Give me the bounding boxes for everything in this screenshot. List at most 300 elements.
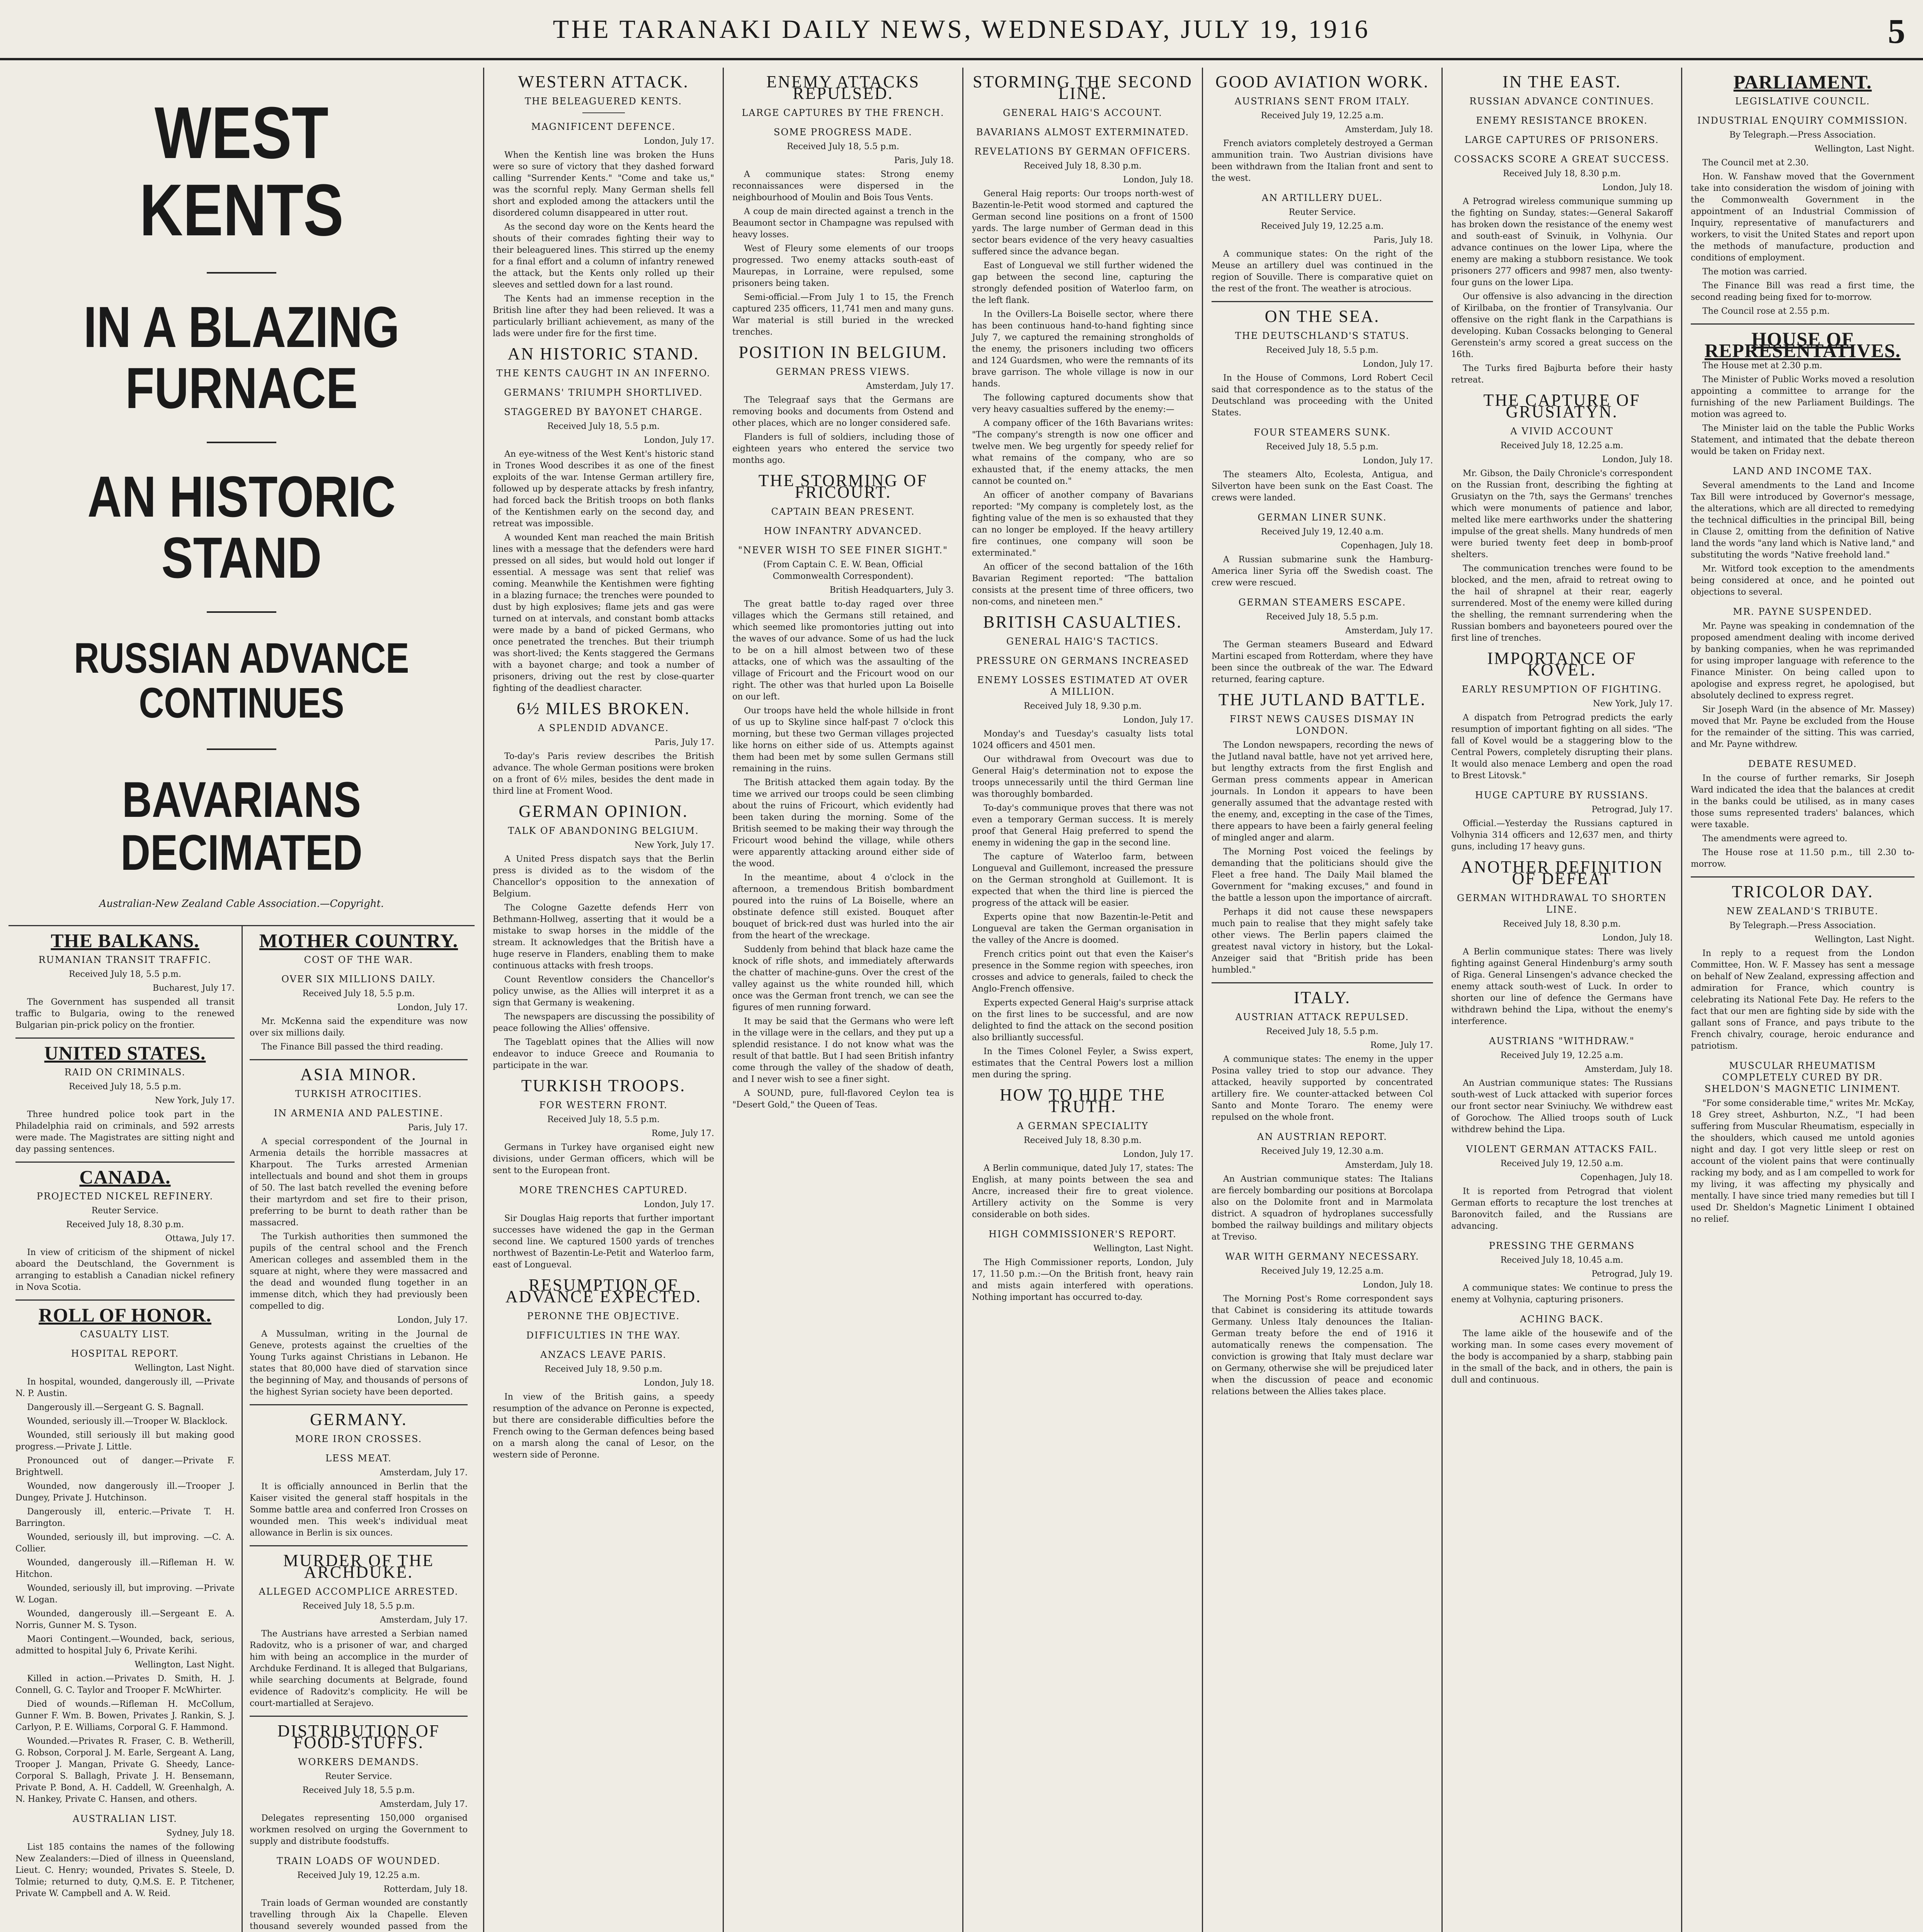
subheading: THE KENTS CAUGHT IN AN INFERNO. — [496, 368, 711, 379]
article-text: In the Times Colonel Feyler, a Swiss expert, estimates that the Central Powers lost a million men during the spring. — [972, 1047, 1193, 1080]
article-text: List 185 contains the names of the following New Zealanders:—Died of illness in Queensland, Lieut. C. Henry; wounded, Privates S. Steele, D. Tolmie; returned to duty, Q.M.S. E. P. Titchener, Private W. Campbell and A. W. Reid. — [15, 1842, 235, 1898]
article-text: The Telegraaf says that the Germans are removing books and documents from Ostend and other places, which are no longer considered safe. — [732, 395, 954, 428]
dateline: Paris, July 17. — [654, 738, 714, 747]
article-text: An officer of the second battalion of the 16th Bavarian Regiment reported: "The battalion consists at the present time of three officers, two non-coms, and nineteen men." — [972, 562, 1193, 607]
received-line: Received July 19, 12.25 a.m. — [297, 1871, 420, 1880]
dateline: London, July 17. — [1123, 1150, 1193, 1159]
article-text: Wounded, seriously ill, but improving. —C. A. Collier. — [15, 1532, 235, 1554]
dateline: London, July 18. — [1602, 183, 1673, 192]
article-text: The House rose at 11.50 p.m., till 2.30 to-morrow. — [1691, 847, 1914, 878]
subheading: ALLEGED ACCOMPLICE ARRESTED. — [259, 1586, 459, 1597]
dateline: Paris, July 17. — [408, 1123, 468, 1133]
section-heading: BRITISH CASUALTIES. — [983, 612, 1182, 631]
section-heading: CANADA. — [79, 1166, 171, 1188]
dateline: Bucharest, July 17. — [152, 983, 235, 993]
dateline: Paris, July 18. — [894, 156, 954, 165]
received-line: Received July 18, 8.30 p.m. — [1024, 161, 1142, 171]
dateline: London, July 17. — [1363, 456, 1433, 466]
dateline: London, July 17. — [397, 1315, 468, 1325]
article-text: A wounded Kent man reached the main British lines with a message that the defenders were hard pressed on all sides, but would hold out longer if essential. A message was sent that relief was coming. Meanwhile the Kentishmen were fighting in a blazing furnace; the trenches were pounded to dust by high explosives; flame jets and gas were turned on at intervals, and constant bomb attacks were made by a band of picked Germans, who once penetrated the trenches. But their triumph was short-lived; the Kents staggered the Germans with a bayonet charge; and took a number of prisoners, driving out the rest by close-quarter fighting of the deadliest character. — [493, 533, 714, 693]
subheading: COSSACKS SCORE A GREAT SUCCESS. — [1454, 154, 1670, 165]
subheading: RAID ON CRIMINALS. — [64, 1067, 186, 1078]
dateline: Copenhagen, July 18. — [1580, 1173, 1673, 1182]
article-text: A communique states: Strong enemy reconnaissances were dispersed in the neighbourhood of Moulin and Bois Tous Vents. — [732, 170, 954, 202]
subheading: INDUSTRIAL ENQUIRY COMMISSION. — [1697, 115, 1908, 126]
advertisement-text: A SOUND, pure, full-flavored Ceylon tea is "Desert Gold," the Queen of Teas. — [732, 1088, 954, 1110]
divider — [207, 611, 276, 613]
subheading: BAVARIANS ALMOST EXTERMINATED. — [976, 127, 1190, 138]
article-text: Wounded, dangerously ill.—Sergeant E. A. Norris, Gunner M. S. Tyson. — [15, 1609, 235, 1630]
article-text: Wounded, seriously ill.—Trooper W. Blacklock. — [27, 1417, 228, 1426]
received-line: Received July 18, 9.30 p.m. — [1024, 701, 1142, 711]
dateline: Wellington, Last Night. — [1814, 144, 1914, 154]
subcolumn-right — [242, 926, 475, 1932]
subheading: ENEMY LOSSES ESTIMATED AT OVER A MILLION. — [977, 675, 1188, 697]
section-heading: ITALY. — [1293, 988, 1351, 1007]
dateline: Petrograd, July 19. — [1591, 1269, 1673, 1279]
subheading: GERMAN WITHDRAWAL TO SHORTEN LINE. — [1457, 893, 1667, 915]
dateline: Amsterdam, July 17. — [380, 1799, 468, 1809]
dateline: Amsterdam, July 17. — [866, 381, 954, 391]
dateline: Wellington, Last Night. — [134, 1363, 235, 1373]
article-text: Dangerously ill, enteric.—Private T. H. Barrington. — [15, 1507, 235, 1528]
article-text: It is officially announced in Berlin that the Kaiser visited the general staff hospitals in the Somme battle area and conferred Iron Crosses on wounded men. This week's individual meat allowance in Berlin is six ounces. — [250, 1481, 468, 1546]
article-text: An Austrian communique states: The Italians are fiercely bombarding our positions at Borcolapa also on the Dolomite front and in Marmolata district. A squadron of hydroplanes successfully bombed the railway buildings and military objects at Treviso. — [1212, 1174, 1433, 1242]
dateline: Ottawa, July 17. — [165, 1234, 235, 1243]
source-credit: (From Captain C. E. W. Bean, Official Commonwealth Correspondent). — [763, 560, 923, 581]
received-line: Received July 18, 5.5 p.m. — [69, 1082, 181, 1092]
article-text: The Finance Bill passed the third reading. — [250, 1041, 468, 1060]
subheading: AN ARTILLERY DUEL. — [1261, 192, 1383, 203]
dateline: Wellington, Last Night. — [134, 1660, 235, 1670]
received-line: Received July 18, 5.5 p.m. — [1266, 442, 1378, 452]
received-line: Received July 18, 5.5 p.m. — [1266, 612, 1378, 622]
subheading: GERMAN STEAMERS ESCAPE. — [1238, 597, 1406, 608]
article-text: The steamers Alto, Ecolesta, Antigua, and Silverton have been sunk on the East Coast. The crews were landed. — [1212, 470, 1433, 503]
subheading: A SPLENDID ADVANCE. — [538, 723, 669, 733]
subheading: AUSTRIANS "WITHDRAW." — [1489, 1036, 1635, 1046]
article-text: The House met at 2.30 p.m. — [1702, 361, 1823, 371]
received-line: Received July 19, 12.30 a.m. — [1261, 1146, 1384, 1156]
article-text: Train loads of German wounded are constantly travelling through Aix la Chapelle. Eleven thousand severely wounded passed from the — [250, 1898, 468, 1931]
received-line: Received July 18, 5.5 p.m. — [547, 422, 660, 431]
article-text: Flanders is full of soldiers, including those of eighteen years who entered the service two months ago. — [732, 432, 954, 465]
article-text: Wounded, dangerously ill.—Rifleman H. W. Hitchon. — [15, 1558, 235, 1579]
subheading: CAPTAIN BEAN PRESENT. — [771, 506, 915, 517]
subheading: GENERAL HAIG'S TACTICS. — [1006, 636, 1159, 647]
article-text: The Minister laid on the table the Public Works Statement, and intimated that the debate thereon would be taken on Friday next. — [1691, 423, 1914, 456]
section-heading: TURKISH TROOPS. — [521, 1076, 686, 1095]
subheading: HOSPITAL REPORT. — [71, 1348, 179, 1359]
subheading: THE BELEAGUERED KENTS. — [524, 96, 682, 107]
article-text: East of Longueval we still further widened the gap between the second line, capturing the strongly defended position of Waterloo farm, on the left flank. — [972, 261, 1193, 305]
article-text: Mr. Payne was speaking in condemnation of the proposed amendment dealing with income derived by banking companies, when he was reprimanded for using improper language with reference to the Finance Minister. On being called upon to apologise and express regret, he apologised, but absolutely declined to express regret. — [1691, 621, 1914, 701]
article-text: To-day's communique proves that there was not even a temporary German success. It is merely proof that General Haig preferred to spend the enemy in widening the gap in the second line. — [972, 803, 1193, 848]
article-text: In the meantime, about 4 o'clock in the afternoon, a tremendous British bombardment poured into the ruins of La Boiselle, where an obstinate defence still existed. Bouquet after bouquet of brick-red dust was hurled into the air from the heart of the wreckage. — [732, 873, 954, 940]
article-text: The capture of Waterloo farm, between Longueval and Guillemont, increased the pressure on the German stronghold at Guillemont. It is expected that when the third line is pierced the progress of the attack will be easier. — [972, 852, 1193, 908]
subheading: ENEMY RESISTANCE BROKEN. — [1476, 115, 1648, 126]
subheading: MORE IRON CROSSES. — [295, 1434, 422, 1444]
received-line: Received July 18, 8.30 p.m. — [1024, 1136, 1142, 1145]
subheading: A VIVID ACCOUNT — [1510, 426, 1613, 437]
subheading: PRESSURE ON GERMANS INCREASED — [976, 655, 1189, 666]
dateline: Sydney, July 18. — [166, 1828, 235, 1838]
dateline: London, July 18. — [1602, 455, 1673, 464]
article-text: Experts opine that now Bazentin-le-Petit and Longueval are taken the German organisation in the valley of the Ancre is doomed. — [972, 912, 1193, 945]
article-text: A Russian submarine sunk the Hamburg-America liner Syria off the Swedish coast. The crew were rescued. — [1212, 555, 1433, 588]
dateline: London, July 17. — [644, 1200, 714, 1209]
received-line: Received July 18, 10.45 a.m. — [1500, 1255, 1623, 1265]
article-text: A Petrograd wireless communique summing up the fighting on Sunday, states:—General Sakaroff has broken down the resistance of the enemy west and south-east of Svinuik, in Volhynia. Our advance continues on the lower Lipa, where the enemy are making a stubborn resistance. We took prisoners 277 officers and 9987 men, also twenty-four guns on the lower Lipa. — [1451, 197, 1673, 287]
dateline: Wellington, Last Night. — [1814, 935, 1914, 944]
article-text: Sir Joseph Ward (in the absence of Mr. Massey) moved that Mr. Payne be excluded from the House for the remainder of the sitting. This was carried, and Mr. Payne withdrew. — [1691, 705, 1914, 749]
article-text: Wounded, seriously ill, but improving. —Private W. Logan. — [15, 1583, 235, 1605]
article-text: Our withdrawal from Ovecourt was due to General Haig's determination not to expose the troops unnecessarily until the third German line was thoroughly bombarded. — [972, 755, 1193, 799]
article-text: Mr. Gibson, the Daily Chronicle's correspondent on the Russian front, describing the fighting at Grusiatyn on the 7th, says the Germans' trenches which were monuments of patience and labor, melted like mere earthworks under the shattering impulse of the great shells. Many hundreds of men were buried twenty feet deep in bomb-proof shelters. — [1451, 469, 1673, 560]
section-heading: 6½ MILES BROKEN. — [517, 699, 690, 718]
subheading: STAGGERED BY BAYONET CHARGE. — [504, 406, 703, 417]
subheading: GERMAN PRESS VIEWS. — [776, 366, 910, 377]
section-heading: POSITION IN BELGIUM. — [739, 343, 948, 362]
subheading: LESS MEAT. — [325, 1453, 392, 1464]
article-text: A special correspondent of the Journal in Armenia details the horrible massacres at Kharpout. The Turks arrested Armenian intellectuals and bound and shot them in groups of 50. The last batch revelled the evening before their martyrdom and set fire to their prison, preferring to be burnt to death rather than be massacred. — [250, 1137, 468, 1228]
section-heading: THE JUTLAND BATTLE. — [1218, 690, 1426, 709]
section-heading: STORMING THE SECOND LINE. — [973, 72, 1193, 103]
dateline: London, July 18. — [1602, 933, 1673, 943]
subheading: VIOLENT GERMAN ATTACKS FAIL. — [1466, 1144, 1658, 1155]
article-text: Killed in action.—Privates D. Smith, H. J. Connell, G. C. Taylor and Trooper F. McWhirter. — [15, 1674, 235, 1695]
section-heading: ON THE SEA. — [1264, 307, 1380, 326]
article-text: The German steamers Buseard and Edward Martini escaped from Rotterdam, where they have been since the outbreak of the war. The Edward returned, fearing capture. — [1212, 640, 1433, 684]
subheading: IN ARMENIA AND PALESTINE. — [274, 1108, 444, 1119]
subheading: AUSTRIANS SENT FROM ITALY. — [1234, 96, 1410, 107]
article-text: The Austrians have arrested a Serbian named Radovitz, who is a prisoner of war, and charged him with being an accomplice in the murder of Archduke Ferdinand. It is alleged that Bulgarians, while searching documents at Belgrade, found evidence of Radovitz's complicity. He will be court-martialled at Serajevo. — [250, 1628, 468, 1717]
dateline: British Headquarters, July 3. — [829, 585, 954, 595]
article-text: Several amendments to the Land and Income Tax Bill were introduced by Governor's message, the alterations, which are all directed to remedying the technical difficulties in the principal Bill, being in Clause 2, omitting from the definition of Native land the words "any land which is Native land," and substituting the words "Native freehold land." — [1691, 481, 1915, 560]
article-text: The High Commissioner reports, London, July 17, 11.50 p.m.:—On the British front, heavy rain and mists again interfered with operations. Nothing important has occurred to-day. — [972, 1258, 1193, 1302]
received-line: Received July 18, 8.30 p.m. — [1503, 169, 1621, 179]
section-heading: ROLL OF HONOR. — [39, 1304, 211, 1326]
dateline: Amsterdam, July 18. — [1585, 1065, 1673, 1074]
section-heading: DISTRIBUTION OF FOOD-STUFFS. — [277, 1721, 440, 1752]
dateline: Rome, July 17. — [651, 1129, 714, 1138]
masthead — [0, 0, 1923, 60]
received-line: Received July 19, 12.25 a.m. — [1500, 1051, 1623, 1060]
article-text: Three hundred police took part in the Philadelphia raid on criminals, and 592 arrests were made. The Magistrates are sitting night and day passing sentences. — [15, 1109, 235, 1163]
article-text: In the House of Commons, Lord Robert Cecil said that correspondence as to the status of the Deutschland was proceeding with the United States. — [1212, 373, 1433, 418]
subheading: LARGE CAPTURES OF PRISONERS. — [1465, 134, 1659, 145]
dateline: Paris, July 18. — [1373, 235, 1433, 245]
section-heading: WESTERN ATTACK. — [518, 72, 689, 91]
article-text: The Turkish authorities then summoned the pupils of the central school and the French American colleges and assembled them in the square at night, where they were massacred and the dead and wounded flung together in an immense ditch, which they had previously been compelled to dig. — [250, 1232, 468, 1311]
article-text: An Austrian communique states: The Russians south-west of Luck attacked with superior forces our front sector near Sviniuchy. We withdrew east of Gorochow. The Allied troops south of Luck withdrew behind the Lipa. — [1451, 1078, 1673, 1134]
column-western-attack — [483, 68, 723, 1932]
dateline: London, July 17. — [644, 136, 714, 146]
article-text: The Morning Post voiced the feelings by demanding that the politicians should give the Fleet a free hand. The Daily Mail blamed the Government for "making excuses," and found in the battle a lesson upon the importance of aircraft. — [1212, 847, 1433, 903]
article-text: A Mussulman, writing in the Journal de Geneve, protests against the cruelties of the Young Turks against Christians in Lebanon. He states that 80,000 have died of starvation since the beginning of May, and thousands of persons of the highest Syrian society have been deported. — [250, 1328, 468, 1405]
article-text: Semi-official.—From July 1 to 15, the French captured 235 officers, 11,741 men and many guns. War material is still buried in the wrecked trenches. — [732, 293, 954, 337]
divider — [207, 442, 276, 443]
headline-historic-stand: AN HISTORIC STAND — [87, 464, 396, 590]
article-text: The amendments were agreed to. — [1702, 834, 1848, 844]
article-text: The London newspapers, recording the news of the Jutland naval battle, have not yet arrived here, but lengthy extracts from the first English and German press comments appear in American journals. In London it appears to have been generally assumed that the advantage rested with the enemy, and, excepting in the case of the Times, there appears to have been a fairly general feeling of mingled anger and alarm. — [1212, 740, 1433, 843]
subheading: HOW INFANTRY ADVANCED. — [764, 526, 922, 536]
received-line: Received July 19, 12.25 a.m. — [1261, 221, 1384, 231]
received-line: Received July 19, 12.25 a.m. — [1261, 111, 1384, 121]
article-text: Mr. McKenna said the expenditure was now over six millions daily. — [250, 1017, 468, 1038]
subheading: SOME PROGRESS MADE. — [774, 127, 912, 138]
section-heading: IN THE EAST. — [1503, 72, 1621, 91]
article-text: The following captured documents show that very heavy casualties suffered by the enemy:— — [972, 393, 1193, 414]
subheading: DEBATE RESUMED. — [1748, 759, 1857, 769]
article-text: The Cologne Gazette defends Herr von Bethmann-Hollweg, asserting that it would be a mistake to swap horses in the middle of the stream. It acknowledges that the British have a huge reserve in Flanders, enabling them to make continuous attacks with fresh troops. — [493, 903, 714, 971]
section-heading: IMPORTANCE OF KOVEL. — [1487, 649, 1637, 679]
subheading: "NEVER WISH TO SEE FINER SIGHT." — [738, 545, 948, 556]
dateline: Amsterdam, July 17. — [380, 1615, 468, 1625]
subcolumn-left — [9, 926, 242, 1932]
article-text: In reply to a request from the London Committee, Hon. W. F. Massey has sent a message on behalf of New Zealand, expressing affection and admiration for France, which country is celebrating its National Fete Day. He refers to the fact that our men are fighting side by side with the gallant sons of France, and pays tribute to the French chivalry, courage, heroic endurance and patriotism. — [1691, 949, 1914, 1051]
article-text: In the course of further remarks, Sir Joseph Ward indicated the idea that the balances at credit in the banks could be utilised, as in many cases those sums represented traders' balances, which were taxable. — [1691, 774, 1914, 830]
subheading: MAGNIFICENT DEFENCE. — [531, 121, 676, 132]
section-heading: AN HISTORIC STAND. — [507, 344, 699, 363]
received-line: Received July 19, 12.50 a.m. — [1500, 1159, 1623, 1168]
subheading: GERMAN LINER SUNK. — [1258, 512, 1387, 523]
divider — [582, 112, 625, 113]
article-text: A coup de main directed against a trench in the Beaumont sector in Champagne was repulsed with heavy losses. — [732, 207, 954, 240]
received-line: Received July 18, 5.5 p.m. — [1266, 345, 1378, 355]
subheading: LEGISLATIVE COUNCIL. — [1735, 96, 1870, 107]
service-line: Reuter Service. — [91, 1206, 159, 1216]
received-line: Received July 19, 12.25 a.m. — [1261, 1266, 1384, 1276]
front-subcolumns — [9, 925, 475, 1932]
subheading: MR. PAYNE SUSPENDED. — [1733, 606, 1872, 617]
article-text: The great battle to-day raged over three villages which the Germans still retained, and which seemed like promontories jutting out into the waves of our advance. Some of us had the luck to be on a hill almost between two of these attacks, one of which was the assaulting of the village of Fricourt and the Fricourt wood on our right. The other was that hurled upon La Boiselle on our left. — [732, 599, 954, 702]
article-text: It may be said that the Germans who were left in the village were in the cellars, and they put up a splendid resistance. I do not know what was the result of that battle. But I had seen British infantry come through the valley of the shadow of death, and I never wish to see a finer sight. — [732, 1017, 954, 1084]
subheading: LAND AND INCOME TAX. — [1732, 466, 1873, 476]
article-text: In view of the British gains, a speedy resumption of the advance on Peronne is expected, but there are considerable difficulties before the French owing to the German defences being based on a marsh along the canal of Lesor, on the western side of Peronne. — [493, 1392, 714, 1460]
article-text: A communique states: On the right of the Meuse an artillery duel was continued in the region of Souville. There is comparative quiet on the rest of the front. The weather is atrocious. — [1212, 248, 1433, 302]
page-number: 5 — [1888, 12, 1908, 51]
section-heading: THE CAPTURE OF GRUSIATYN. — [1483, 391, 1641, 421]
section-heading: TRICOLOR DAY. — [1732, 882, 1874, 901]
article-text: A Berlin communique states: There was lively fighting against General Hindenburg's army south of Riga. General Linsengen's advance checked the enemy attack south-west of Luck. In order to shorten our line of defence the Germans have withdrawn behind the Lipa, without the enemy's interference. — [1451, 947, 1673, 1026]
divider — [207, 272, 276, 274]
article-text: The newspapers are discussing the possibility of peace following the Allies' offensive. — [493, 1012, 714, 1033]
received-line: Received July 18, 8.30 p.m. — [1503, 919, 1621, 929]
article-text: The Kents had an immense reception in the British line after they had been relieved. It was a particularly brilliant achievement, as many of the lads were under fire for the first time. — [493, 294, 714, 338]
column-parliament — [1681, 68, 1923, 1932]
dateline: London, July 17. — [1123, 715, 1193, 725]
subheading: PROJECTED NICKEL REFINERY. — [36, 1191, 214, 1202]
received-line: Received July 18, 5.5 p.m. — [69, 969, 181, 979]
article-text: Experts expected General Haig's surprise attack on the first lines to be successful, and are now delighted to find the attack on the second position also brilliantly successful. — [972, 998, 1193, 1043]
subheading: THE DEUTSCHLAND'S STATUS. — [1235, 330, 1410, 341]
subheading: GENERAL HAIG'S ACCOUNT. — [1003, 107, 1162, 118]
article-text: The British attacked them again today. By the time we arrived our troops could be seen climbing about the ruins of Fricourt, which evidently had been taken during the morning. Some of the British seemed to be making their way through the Fricourt wood behind the village, while others were apparently attacking around either side of the wood. — [732, 778, 954, 869]
received-line: Received July 18, 8.30 p.m. — [66, 1220, 184, 1230]
article-text: The Tageblatt opines that the Allies will now endeavor to induce Greece and Roumania to participate in the war. — [493, 1037, 714, 1070]
article-text: The motion was carried. — [1702, 267, 1807, 277]
received-line: Received July 18, 12.25 a.m. — [1500, 441, 1623, 451]
section-heading: ANOTHER DEFINITION OF DEFEAT — [1460, 857, 1663, 888]
article-text: As the second day wore on the Kents heard the shouts of their comrades fighting their way to their beleaguered lines. This stirred up the enemy for a final effort and a column of infantry renewed the attack, but the Kents only rolled up their sleeves and settled down for a last round. — [493, 222, 714, 290]
received-line: Received July 18, 5.5 p.m. — [547, 1115, 660, 1124]
section-heading: MOTHER COUNTRY. — [259, 930, 458, 951]
article-text: Suddenly from behind that black haze came the knock of rifle shots, and immediately afterwards the chatter of machine-guns. Over the crest of the valley against us the white rounded hill, which once was the German front trench, we can see the figures of men running forward. — [732, 945, 954, 1012]
article-text: The Minister of Public Works moved a resolution appointing a committee to arrange for the furnishing of the new Parliament Buildings. The motion was agreed to. — [1691, 375, 1914, 419]
article-text: Died of wounds.—Rifleman H. McCollum, Gunner F. Wm. B. Bowen, Privates J. Rankin, S. J. Carlyon, P. E. Williams, Corporal G. F. Hammond. — [15, 1699, 235, 1732]
article-text: The Morning Post's Rome correspondent says that Cabinet is considering its attitude towards Germany. Unless Italy denounces the Italian-German treaty before the end of 1916 it automatically renews the compensation. The conviction is growing that Italy must declare war on Germany, otherwise she will be prejudiced later when the discussion of peace and economic relations between the Allies takes place. — [1212, 1294, 1433, 1396]
article-text: Delegates representing 150,000 organised workmen resolved on urging the Government to supply and distribute foodstuffs. — [250, 1813, 468, 1846]
subheading: OVER SIX MILLIONS DAILY. — [281, 974, 436, 985]
article-text: The Finance Bill was read a first time, the second reading being fixed for to-morrow. — [1691, 281, 1914, 302]
service-line: Reuter Service. — [325, 1772, 392, 1781]
article-text: Wounded.—Privates R. Fraser, C. B. Wetherill, G. Robson, Corporal J. M. Earle, Sergeant A. Lang, Trooper J. Mangan, Private G. Sheedy, Lance-Corporal S. Ballagh, Private J. H. Bensemann, Private P. Bond, A. H. Caddell, W. Greenhalgh, A. N. Hankey, Private C. Hansen, and others. — [15, 1736, 235, 1804]
dateline: London, July 18. — [644, 1378, 714, 1388]
column-in-the-east — [1441, 68, 1681, 1932]
subheading: HIGH COMMISSIONER'S REPORT. — [989, 1229, 1177, 1240]
headline-russian-advance: RUSSIAN ADVANCE CONTINUES — [74, 634, 409, 727]
headline-bavarians: BAVARIANS DECIMATED — [121, 771, 362, 881]
headline-blazing-furnace: IN A BLAZING FURNACE — [83, 294, 400, 420]
article-text: A Berlin communique, dated July 17, states: The English, at many points between the sea and Ancre, increased their fire to great violence. Artillery activity on the Somme is very considerable on both sides. — [972, 1163, 1193, 1219]
headline-west-kents: WEST KENTS — [139, 92, 344, 251]
dateline: London, July 17. — [644, 435, 714, 445]
article-text: In view of criticism of the shipment of nickel aboard the Deutschland, the Government is arranging to establish a Canadian nickel refinery in Nova Scotia. — [15, 1247, 235, 1301]
article-text: In hospital, wounded, dangerously ill, —Private N. P. Austin. — [15, 1377, 235, 1398]
subheading: AUSTRIAN ATTACK REPULSED. — [1235, 1012, 1409, 1022]
subheading: DIFFICULTIES IN THE WAY. — [526, 1330, 681, 1341]
section-heading: HOUSE OF REPRESENTATIVES. — [1704, 328, 1901, 361]
article-text: The communication trenches were found to be blocked, and the men, afraid to retreat owing to the hail of shrapnel at their rear, eagerly surrendered. Most of the enemy were killed during the shelling, the remnant surrendering when the Russian bombers and bayoneteers poured over the first line of trenches. — [1451, 564, 1673, 643]
article-text: Germans in Turkey have organised eight new divisions, under German officers, which will be sent to the European front. — [493, 1143, 714, 1175]
advertisement-text: "For some considerable time," writes Mr. McKay, 18 Grey street, Ashburton, N.Z., "I had been suffering from Muscular Rheumatism, especially in the shoulders, which caused me untold agonies night and day. I got very little sleep or rest on account of the violent pains that were continually racking my body, and as I am compelled to work for my living, it was affecting my physically and mentally. I have since tried many remedies but till I used Dr. Sheldon's Magnetic Liniment I obtained no relief. — [1691, 1099, 1914, 1224]
subheading: FIRST NEWS CAUSES DISMAY IN LONDON. — [1229, 714, 1415, 736]
article-text: Dangerously ill.—Sergeant G. S. Bagnall. — [27, 1403, 204, 1412]
subheading: GERMANS' TRIUMPH SHORTLIVED. — [504, 387, 703, 398]
article-text: West of Fleury some elements of our troops progressed. Two enemy attacks south-east of Maurepas, in Lorraine, were repulsed, some prisoners being taken. — [732, 244, 954, 288]
dateline: New York, July 17. — [155, 1096, 235, 1105]
subheading: TALK OF ABANDONING BELGIUM. — [508, 825, 699, 836]
section-heading: GERMAN OPINION. — [519, 802, 688, 821]
subheading: FOR WESTERN FRONT. — [539, 1100, 668, 1111]
article-text: Count Reventlow considers the Chancellor's policy unwise, as the Allies will interpret it as a sign that Germany is weakening. — [493, 975, 714, 1008]
article-text: An officer of another company of Bavarians reported: "My company is completely lost, as the fighting value of the men is so exhausted that they can no longer be employed. If the heavy artillery fire continues, one company will soon be exterminated." — [972, 490, 1193, 558]
article-text: Sir Douglas Haig reports that further important successes have widened the gap in the German second line. We captured 1500 yards of trenches northwest of Bazentin-Le-Petit and Waterloo farm, east of Longueval. — [493, 1214, 714, 1270]
article-text: Monday's and Tuesday's casualty lists total 1024 officers and 4501 men. — [972, 729, 1193, 750]
dateline: Wellington, Last Night. — [1093, 1244, 1193, 1253]
cable-credit: Australian-New Zealand Cable Association.—Copyright. — [99, 898, 384, 910]
received-line: Received July 18, 5.5 p.m. — [787, 142, 899, 151]
article-text: When the Kentish line was broken the Huns were so sure of victory that they dashed forward calling "Surrender Kents." "Come and take us," was the scornful reply. Many German shells fell short and exploded among the attackers until the disordered column disappeared in utter rout. — [493, 150, 714, 218]
subheading: NEW ZEALAND'S TRIBUTE. — [1726, 906, 1879, 917]
article-text: A communique states: We continue to press the enemy at Volhynia, capturing prisoners. — [1451, 1283, 1673, 1304]
masthead-title: THE TARANAKI DAILY NEWS, WEDNESDAY, JULY 19, 1916 — [553, 14, 1370, 44]
article-text: The Council met at 2.30. — [1702, 158, 1809, 168]
subheading: COST OF THE WAR. — [304, 954, 414, 965]
dateline: Amsterdam, July 18. — [1345, 1160, 1433, 1170]
received-line: Received July 18, 9.50 p.m. — [545, 1364, 662, 1374]
article-text: Pronounced out of danger.—Private F. Brightwell. — [15, 1456, 235, 1477]
article-text: Maori Contingent.—Wounded, back, serious, admitted to hospital July 6, Private Kerihi. — [15, 1634, 235, 1656]
subheading: MORE TRENCHES CAPTURED. — [519, 1185, 688, 1196]
dateline: Petrograd, July 17. — [1591, 805, 1673, 815]
article-text: French aviators completely destroyed a German ammunition train. Two Austrian divisions have been withdrawn from the Italian front and sent to the west. — [1212, 139, 1433, 183]
section-heading: THE STORMING OF FRICOURT. — [758, 471, 928, 502]
article-text: Our troops have held the whole hillside in front of us up to Skyline since half-past 7 o'clock this morning, but these two German villages projected like horns on either side of us. Attempts against them had been met by some sullen Germans still remaining in the ruins. — [732, 706, 954, 774]
subheading: EARLY RESUMPTION OF FIGHTING. — [1462, 684, 1662, 695]
section-heading: UNITED STATES. — [44, 1042, 206, 1064]
dateline: Amsterdam, July 18. — [1345, 125, 1433, 134]
article-text: French critics point out that even the Kaiser's presence in the Somme region with speeches, iron crosses and advice to generals, failed to check the Anglo-French offensive. — [972, 949, 1193, 994]
article-text: Wounded, now dangerously ill.—Trooper J. Dungey, Private J. Hutchinson. — [15, 1481, 235, 1503]
front-column — [0, 68, 483, 1932]
service-line: Reuter Service. — [1288, 207, 1356, 217]
section-heading: PARLIAMENT. — [1733, 71, 1872, 93]
subheading: CASUALTY LIST. — [80, 1329, 170, 1340]
subheading: MUSCULAR RHEUMATISM COMPLETELY CURED BY DR. SHELDON'S MAGNETIC LINIMENT. — [1704, 1060, 1901, 1094]
received-line: Received July 18, 5.5 p.m. — [1266, 1027, 1378, 1036]
article-text: The Council rose at 2.55 p.m. — [1691, 306, 1914, 325]
divider — [207, 748, 276, 750]
dateline: Amsterdam, July 17. — [1345, 626, 1433, 636]
subheading: PERONNE THE OBJECTIVE. — [527, 1311, 680, 1321]
received-line: Received July 18, 5.5 p.m. — [302, 1601, 415, 1611]
article-text: Perhaps it did not cause these newspapers much pain to realise that they might safely take other views. The Berlin papers claimed the greatest naval victory in history, but the Lokal-Anzeiger said that "British pride has been humbled." — [1212, 906, 1433, 983]
dateline: London, July 18. — [1123, 175, 1193, 185]
received-line: Received July 18, 5.5 p.m. — [302, 1786, 415, 1795]
column-aviation-sea — [1202, 68, 1441, 1932]
column-storming — [962, 68, 1202, 1932]
subheading: RUMANIAN TRANSIT TRAFFIC. — [38, 954, 212, 965]
subheading: AN AUSTRIAN REPORT. — [1257, 1131, 1387, 1142]
dateline: New York, July 17. — [1593, 699, 1673, 709]
article-text: In the Ovillers-La Boiselle sector, where there has been continuous hand-to-hand fighting since July 7, we captured the remaining strongholds of the enemy, the prisoners including two officers and 124 Guardsmen, who were the remnants of its brave garrison. The whole village is now in our hands. — [972, 310, 1193, 389]
subheading: TRAIN LOADS OF WOUNDED. — [276, 1855, 441, 1866]
article-text: Mr. Witford took exception to the amendments being considered at once, and he pointed out objections to several. — [1691, 564, 1914, 597]
article-text: A United Press dispatch says that the Berlin press is divided as to the wisdom of the Chancellor's opposition to the annexation of Belgium. — [493, 854, 714, 899]
subheading: REVELATIONS BY GERMAN OFFICERS. — [974, 146, 1191, 157]
dateline: London, July 17. — [397, 1003, 468, 1012]
dateline: Amsterdam, July 17. — [380, 1468, 468, 1478]
subheading: ANZACS LEAVE PARIS. — [540, 1349, 667, 1360]
article-text: Official.—Yesterday the Russians captured in Volhynia 314 officers and 12,637 men, and thirty guns, including 17 heavy guns. — [1451, 819, 1673, 852]
section-heading: RESUMPTION OF ADVANCE EXPECTED. — [505, 1276, 702, 1306]
dateline: Rome, July 17. — [1370, 1041, 1433, 1050]
advertisement-text: The lame aikle of the housewife and of the working man. In some cases every movement of the body is accompanied by a sharp, stabbing pain in the small of the back, and in others, the pain is dull and continuous. — [1451, 1329, 1673, 1385]
byline: By Telegraph.—Press Association. — [1729, 130, 1876, 140]
section-heading: THE BALKANS. — [51, 930, 199, 951]
article-text: A dispatch from Petrograd predicts the early resumption of important fighting on all sides. "The fall of Kovel would be a staggering blow to the Central Powers, completely disrupting their plans. It would also menace Lemberg and open the road to Brest Litovsk." — [1451, 713, 1673, 781]
article-text: The Government has suspended all transit traffic to Bulgaria, owing to the renewed Bulgarian pin-prick policy on the frontier. — [15, 997, 235, 1039]
section-heading: HOW TO HIDE THE TRUTH. — [999, 1085, 1166, 1116]
article-text: To-day's Paris review describes the British advance. The whole German positions were broken on a front of 6½ miles, besides the dent made in third line at Froment Wood. — [493, 752, 714, 796]
section-heading: ASIA MINOR. — [300, 1065, 417, 1084]
section-heading: MURDER OF THE ARCHDUKE. — [283, 1551, 434, 1582]
article-text: Wounded, still seriously ill but making good progress.—Private J. Little. — [15, 1430, 235, 1452]
dateline: London, July 17. — [1363, 359, 1433, 369]
dateline: Copenhagen, July 18. — [1341, 541, 1433, 551]
article-text: Hon. W. Fanshaw moved that the Government take into consideration the wisdom of joining with the Commonwealth Government in the appointment of an Industrial Commission of Inquiry, representative of manufacturers and workers, to visit the United States and report upon the methods of manufacture, production and conditions of employment. — [1691, 172, 1914, 263]
article-text: Our offensive is also advancing in the direction of Kirilbaba, on the frontier of Transylvania. Our offensive on the right flank in the Carpathians is developing. Kuban Cossacks belonging to General Gerenstein's army scored a great success on the 16th. — [1451, 292, 1673, 359]
article-text: It is reported from Petrograd that violent German efforts to recapture the lost trenches at Baronovitch failed, and the Russians are advancing. — [1451, 1187, 1673, 1231]
subheading: RUSSIAN ADVANCE CONTINUES. — [1469, 96, 1654, 107]
subheading: FOUR STEAMERS SUNK. — [1253, 427, 1391, 438]
section-heading: GOOD AVIATION WORK. — [1215, 72, 1429, 91]
dateline: New York, July 17. — [634, 840, 714, 850]
subheading: TURKISH ATROCITIES. — [295, 1088, 422, 1099]
subheading: A GERMAN SPECIALITY — [1017, 1121, 1149, 1131]
